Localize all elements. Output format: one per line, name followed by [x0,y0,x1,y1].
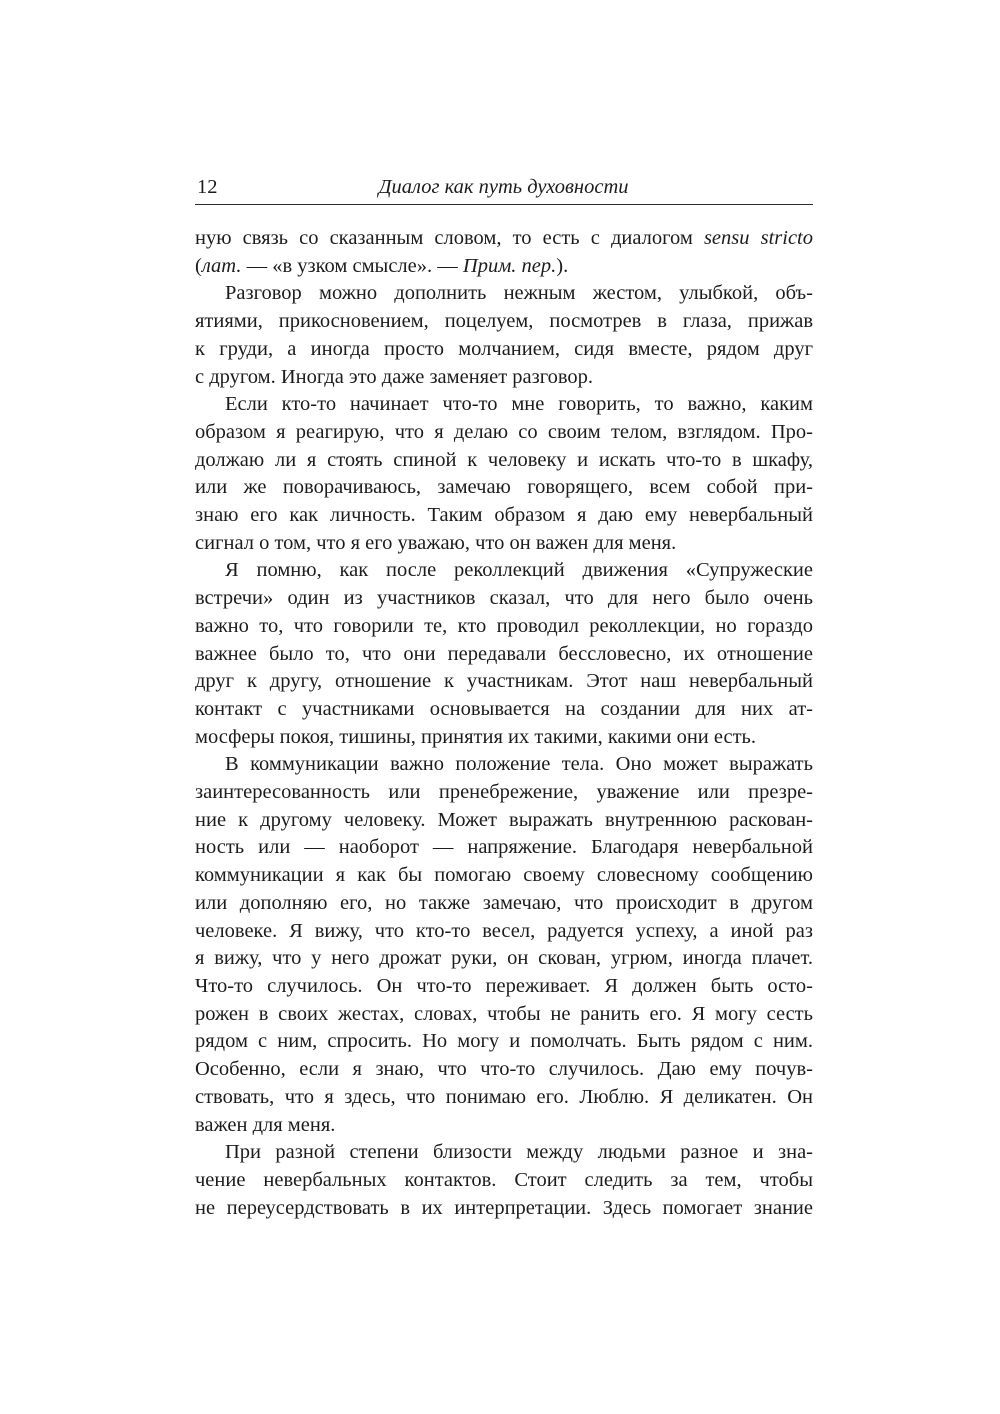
text-line: В коммуникации важно положение тела. Оно может выражать [225,753,813,776]
text-line: я вижу, что у него дрожат руки, он скован, угрюм, иногда плачет. [195,947,813,970]
paragraph [195,225,813,280]
text-line: (лат. — «в узком смысле». — Прим. пер.). [195,254,569,277]
text-line: встречи» один из участников сказал, что для него было очень [195,587,813,610]
text-line: или дополняю его, но также замечаю, что происходит в другом [195,891,813,914]
text-line: коммуникации я как бы помогаю своему словесному сообщению [195,864,813,887]
text-line: ность или — наоборот — напряжение. Благодаря невербальной [195,836,813,859]
text-line: ную связь со сказанным словом, то есть с диалогом sensu stricto [195,227,813,249]
text-line: к груди, а иногда просто молчанием, сидя вместе, рядом друг [195,337,813,360]
text-line: При разной степени близости между людьми разное и зна- [225,1141,813,1164]
paragraph [195,391,813,557]
text-line: с другом. Иногда это даже заменяет разговор. [195,365,594,388]
text-line: рожен в своих жестах, словах, чтобы не ранить его. Я могу сесть [195,1002,813,1025]
paragraph [195,280,813,391]
text-line: ятиями, прикосновением, поцелуем, посмотрев в глаза, прижав [195,310,813,333]
paragraph [195,557,813,751]
text-line: человеке. Я вижу, что кто-то весел, радуется успеху, а иной раз [195,919,813,942]
text-line: Разговор можно дополнить нежным жестом, улыбкой, объ- [225,282,813,305]
text-line: Что-то случилось. Он что-то переживает. Я должен быть осто- [195,974,813,997]
header-rule [195,204,813,205]
text-line: ние к другому человеку. Может выражать внутреннюю раскован- [195,808,813,831]
page-number: 12 [197,176,218,198]
text-line: важно то, что говорили те, кто проводил реколлекции, но гораздо [195,614,813,637]
text-line: образом я реагирую, что я делаю со своим телом, взглядом. Про- [195,420,813,443]
text-line: Если кто-то начинает что-то мне говорить, то важно, каким [225,393,813,416]
text-line: чение невербальных контактов. Стоит следить за тем, чтобы [195,1168,813,1191]
text-line: знаю его как личность. Таким образом я даю ему невербальный [195,504,813,527]
text-line: Я помню, как после реколлекций движения «Супружеские [225,559,813,582]
text-line: важнее было то, что они передавали бессловесно, их отношение [195,642,813,665]
running-title: Диалог как путь духовности [378,176,629,198]
text-line: контакт с участниками основывается на создании для них ат- [195,697,813,720]
text-line: или же поворачиваюсь, замечаю говорящего, всем собой при- [195,476,813,499]
text-line: Особенно, если я знаю, что что-то случилось. Даю ему почув- [195,1058,813,1081]
paragraph [195,1139,813,1222]
text-line: рядом с ним, спросить. Но могу и помолчать. Быть рядом с ним. [195,1030,813,1053]
text-line: должаю ли я стоять спиной к человеку и искать что-то в шкафу, [195,448,813,471]
page-header [195,174,812,200]
text-line: мосферы покоя, тишины, принятия их такими, какими они есть. [195,725,757,748]
text-block [195,225,813,1222]
text-line: ствовать, что я здесь, что понимаю его. Люблю. Я деликатен. Он [195,1085,813,1108]
text-line: сигнал о том, что я его уважаю, что он важен для меня. [195,531,677,554]
text-line: не переусердствовать в их интерпретации. Здесь помогает знание [195,1196,813,1219]
text-line: заинтересованность или пренебрежение, уважение или презре- [195,781,813,804]
text-line: друг к другу, отношение к участникам. Этот наш невербальный [195,670,813,693]
paragraph [195,751,813,1139]
text-line: важен для меня. [195,1113,336,1136]
